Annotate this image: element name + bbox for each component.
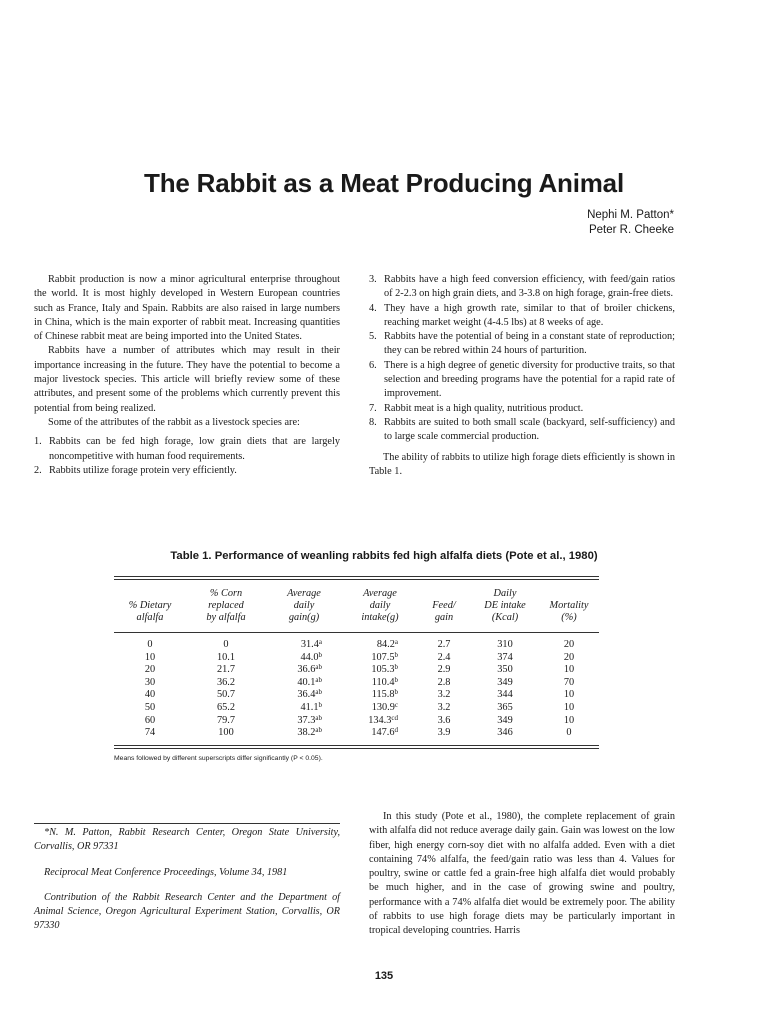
table-cell-de — [470, 689, 540, 702]
table-cell-alfalfa — [114, 702, 186, 715]
table-cell-feedgain — [418, 727, 470, 740]
cell-value: 10 — [144, 651, 156, 663]
cell-value: 3.9 — [437, 727, 451, 739]
cell-value: 21.7 — [216, 664, 236, 676]
list-text: Rabbits can be fed high forage, low grain diets that are largely noncompetitive with human food requirements. — [49, 436, 340, 462]
significance-superscript: b — [394, 688, 398, 697]
significance-superscript: ab — [315, 713, 322, 722]
cell-value: 36.2 — [216, 676, 236, 688]
cell-value: 349 — [497, 676, 513, 688]
cell-value: 10 — [563, 664, 575, 676]
significance-superscript: b — [318, 650, 322, 659]
list-item — [369, 273, 675, 302]
cell-value: 2.4 — [437, 651, 451, 663]
table-row — [114, 702, 599, 715]
cell-value: 10 — [563, 714, 575, 726]
table-top-rule-double — [114, 579, 599, 580]
footnote-proceedings: Reciprocal Meat Conference Proceedings, Volume 34, 1981 — [44, 866, 288, 878]
footnote-rule — [34, 823, 340, 824]
body-paragraph: Rabbits have a number of attributes which may result in their importance increasing in the future. They have the potential to become a major livestock species. This article will briefly review some of these attributes, and present some of the problems which currently prevent this potential from being realized. — [34, 345, 340, 414]
cell-value: 365 — [497, 701, 513, 713]
list-item — [34, 464, 340, 478]
cell-value: 3.2 — [437, 701, 451, 713]
left-column — [34, 273, 340, 478]
cell-value: 50 — [144, 701, 156, 713]
table-cell-alfalfa — [114, 715, 186, 728]
cell-value: 344 — [497, 689, 513, 701]
table-cell-feedgain — [418, 689, 470, 702]
table-cell-feedgain — [418, 652, 470, 665]
table-cell-gain — [266, 652, 322, 665]
list-text: Rabbit meat is a high quality, nutritious product. — [384, 402, 584, 414]
cell-value: 20 — [563, 651, 575, 663]
table-cell-gain — [266, 702, 322, 715]
table-cell-corn — [186, 715, 266, 728]
significance-superscript: a — [394, 638, 398, 646]
author-block — [587, 208, 674, 238]
cell-value: 110.4 — [371, 676, 395, 688]
list-number: 1. — [34, 436, 42, 448]
footnote-contribution: Contribution of the Rabbit Research Center and the Department of Animal Science, Oregon Agricultural Experiment Station, Corvallis, OR 97330 — [34, 891, 340, 932]
table-cell-gain — [266, 727, 322, 740]
cell-value: 38.2 — [297, 727, 316, 739]
cell-value: 40.1 — [297, 676, 316, 688]
list-number: 8. — [369, 416, 377, 428]
significance-superscript: c — [394, 700, 398, 709]
table-cell-corn — [186, 702, 266, 715]
significance-superscript: d — [394, 726, 398, 735]
cell-value: 147.6 — [371, 727, 395, 739]
table-row — [114, 689, 599, 702]
table-cell-gain — [266, 664, 322, 677]
table-cell-corn — [186, 639, 266, 652]
table-cell-alfalfa — [114, 689, 186, 702]
list-item — [34, 435, 340, 464]
cell-value: 10 — [563, 689, 575, 701]
table-cell-mortality — [540, 689, 598, 702]
table-cell-feedgain — [418, 715, 470, 728]
table-bottom-rule-double — [114, 748, 599, 749]
table-body — [114, 639, 599, 740]
cell-value: 36.4 — [297, 689, 316, 701]
cell-value: 65.2 — [216, 701, 236, 713]
cell-value: 130.9 — [371, 701, 395, 713]
table-cell-de — [470, 702, 540, 715]
article-title: The Rabbit as a Meat Producing Animal — [144, 168, 624, 198]
cell-value: 10 — [563, 701, 575, 713]
table-cell-mortality — [540, 652, 598, 665]
table-cell-intake — [342, 639, 398, 652]
table-bottom-rule — [114, 745, 599, 746]
significance-superscript: b — [394, 663, 398, 672]
right-column — [369, 273, 675, 479]
table-cell-corn — [186, 727, 266, 740]
list-text: Rabbits are suited to both small scale (backyard, self-sufficiency) and to large scale commercial production. — [384, 416, 675, 443]
table-cell-gain — [266, 689, 322, 702]
table-top-rule — [114, 576, 599, 577]
table-cell-de — [470, 639, 540, 652]
table-cell-intake — [342, 727, 398, 740]
table-cell-gain — [266, 639, 322, 652]
body-paragraph: Rabbit production is now a minor agricultural enterprise throughout the world. It is most highly developed in Western European countries such as France, Italy and Spain. Rabbits are also raised in large numbers in China, which is the main exporter of rabbit meat. Increasing quantities of Chinese rabbit meat are being imported into the United States. — [34, 274, 340, 343]
list-number: 4. — [369, 302, 377, 314]
list-text: Rabbits utilize forage protein very efficiently. — [49, 464, 237, 476]
table-row — [114, 727, 599, 740]
table-row — [114, 652, 599, 665]
table-cell-gain — [266, 677, 322, 690]
cell-value: 374 — [497, 651, 513, 663]
table-row — [114, 664, 599, 677]
page-number: 135 — [374, 970, 394, 982]
author-name: Peter R. Cheeke — [588, 224, 674, 236]
attribute-list — [34, 435, 340, 478]
header-feed-gain: Feed/ gain — [432, 600, 456, 623]
cell-value: 0 — [223, 639, 229, 650]
significance-superscript: ab — [315, 688, 322, 697]
list-number: 2. — [34, 464, 42, 476]
attribute-list-continued — [369, 273, 675, 445]
body-paragraph: Some of the attributes of the rabbit as a livestock species are: — [48, 416, 300, 428]
table-cell-intake — [342, 652, 398, 665]
header-daily-intake: Average daily intake(g) — [361, 588, 399, 623]
significance-superscript: ab — [315, 675, 322, 684]
cell-value: 79.7 — [216, 714, 236, 726]
author-name: Nephi M. Patton* — [587, 209, 674, 221]
table-cell-corn — [186, 652, 266, 665]
significance-superscript: b — [394, 650, 398, 659]
table-header-rule — [114, 632, 599, 633]
table-cell-alfalfa — [114, 677, 186, 690]
table-cell-feedgain — [418, 702, 470, 715]
cell-value: 3.6 — [437, 714, 451, 726]
cell-value: 84.2 — [376, 639, 395, 650]
footnote-author-affiliation: *N. M. Patton, Rabbit Research Center, Oregon State University, Corvallis, OR 97331 — [34, 827, 340, 853]
cell-value: 2.7 — [437, 639, 451, 650]
list-text: There is a high degree of genetic diversity for productive traits, so that selection and breeding programs have the potential for a rapid rate of improvement. — [384, 359, 675, 400]
list-item — [369, 359, 675, 402]
cell-value: 10.1 — [216, 651, 236, 663]
list-text: Rabbits have the potential of being in a constant state of reproduction; they can be rebred within 24 hours of parturition. — [384, 331, 675, 357]
header-dietary-alfalfa: % Dietary alfalfa — [128, 600, 172, 623]
list-text: They have a high growth rate, similar to that of broiler chickens, reaching market weight (4-4.5 lbs) at 8 weeks of age. — [384, 302, 675, 328]
significance-superscript: b — [318, 700, 322, 709]
table-row — [114, 639, 599, 652]
cell-value: 36.6 — [297, 664, 316, 676]
cell-value: 40 — [144, 689, 156, 701]
list-number: 3. — [369, 274, 377, 285]
list-item — [369, 416, 675, 445]
cell-value: 0 — [566, 727, 572, 739]
table-cell-intake — [342, 715, 398, 728]
table-cell-de — [470, 652, 540, 665]
cell-value: 3.2 — [437, 689, 451, 701]
list-text: Rabbits have a high feed conversion efficiency, with feed/gain ratios of 2-2.3 on high grain diets, and 3-3.8 on high forage, grain-free diets. — [384, 274, 675, 300]
table-cell-mortality — [540, 715, 598, 728]
significance-superscript: a — [318, 638, 322, 646]
footnotes — [34, 826, 340, 945]
cell-value: 346 — [497, 727, 513, 739]
cell-value: 2.9 — [437, 664, 451, 676]
cell-value: 50.7 — [216, 689, 236, 701]
cell-value: 134.3 — [368, 714, 392, 726]
list-number: 7. — [369, 402, 377, 414]
cell-value: 31.4 — [300, 639, 319, 650]
table-cell-corn — [186, 664, 266, 677]
cell-value: 60 — [144, 714, 156, 726]
table-cell-alfalfa — [114, 664, 186, 677]
cell-value: 100 — [218, 727, 234, 739]
table-cell-corn — [186, 677, 266, 690]
table-cell-intake — [342, 689, 398, 702]
cell-value: 37.3 — [297, 714, 316, 726]
body-paragraph: In this study (Pote et al., 1980), the complete replacement of grain with alfalfa did not reduce average daily gain. Gain was lowest on the low fiber, high energy corn-soy diet with no alfalfa added. Even with a diet containing 74% alfalfa, the feed/gain ratio was less than 4. Values for poultry, swine or cattle fed a grain-free high alfalfa diet would probably be much higher, and in the case of growing swine and poultry, performance with a 74% alfalfa diet would be extremely poor. The ability of rabbits to use high forage diets may be particularly important in tropical developing countries. Harris — [369, 811, 675, 937]
cell-value: 70 — [563, 676, 575, 688]
table-cell-mortality — [540, 677, 598, 690]
significance-superscript: cd — [391, 713, 398, 722]
table-cell-alfalfa — [114, 727, 186, 740]
table-cell-corn — [186, 689, 266, 702]
table-cell-mortality — [540, 727, 598, 740]
cell-value: 74 — [144, 727, 156, 739]
table-cell-alfalfa — [114, 652, 186, 665]
table-cell-mortality — [540, 664, 598, 677]
table-cell-intake — [342, 677, 398, 690]
body-paragraph: The ability of rabbits to utilize high forage diets efficiently is shown in Table 1. — [369, 451, 675, 477]
table-cell-de — [470, 715, 540, 728]
cell-value: 20 — [144, 664, 156, 676]
significance-superscript: b — [394, 675, 398, 684]
table-cell-gain — [266, 715, 322, 728]
table-cell-mortality — [540, 702, 598, 715]
header-de-intake: Daily DE intake (Kcal) — [484, 588, 526, 623]
cell-value: 2.8 — [437, 676, 451, 688]
table-cell-de — [470, 677, 540, 690]
list-item — [369, 302, 675, 331]
cell-value: 107.5 — [371, 651, 395, 663]
table-row — [114, 677, 599, 690]
right-column-lower — [369, 810, 675, 939]
table-cell-de — [470, 727, 540, 740]
table-cell-de — [470, 664, 540, 677]
cell-value: 349 — [497, 714, 513, 726]
table-cell-feedgain — [418, 664, 470, 677]
significance-superscript: ab — [315, 663, 322, 672]
list-number: 6. — [369, 359, 377, 371]
list-item — [369, 402, 675, 416]
cell-value: 44.0 — [300, 651, 319, 663]
table-cell-intake — [342, 664, 398, 677]
table-footnote: Means followed by different superscripts differ significantly (P < 0.05). — [114, 755, 323, 762]
cell-value: 41.1 — [300, 701, 319, 713]
table-cell-feedgain — [418, 639, 470, 652]
list-item — [369, 330, 675, 359]
cell-value: 310 — [497, 639, 513, 650]
cell-value: 350 — [497, 664, 513, 676]
table-cell-feedgain — [418, 677, 470, 690]
header-mortality: Mortality (%) — [549, 600, 589, 623]
table-caption: Table 1. Performance of weanling rabbits fed high alfalfa diets (Pote et al., 1980) — [170, 550, 598, 562]
table-row — [114, 715, 599, 728]
table-cell-intake — [342, 702, 398, 715]
header-corn-replaced: % Corn replaced by alfalfa — [206, 588, 246, 623]
table-cell-mortality — [540, 639, 598, 652]
significance-superscript: ab — [315, 726, 322, 735]
cell-value: 0 — [147, 639, 153, 650]
cell-value: 105.3 — [371, 664, 395, 676]
cell-value: 20 — [563, 639, 575, 650]
header-daily-gain: Average daily gain(g) — [287, 588, 321, 623]
list-number: 5. — [369, 331, 377, 343]
table-cell-alfalfa — [114, 639, 186, 652]
cell-value: 30 — [144, 676, 156, 688]
cell-value: 115.8 — [371, 689, 395, 701]
